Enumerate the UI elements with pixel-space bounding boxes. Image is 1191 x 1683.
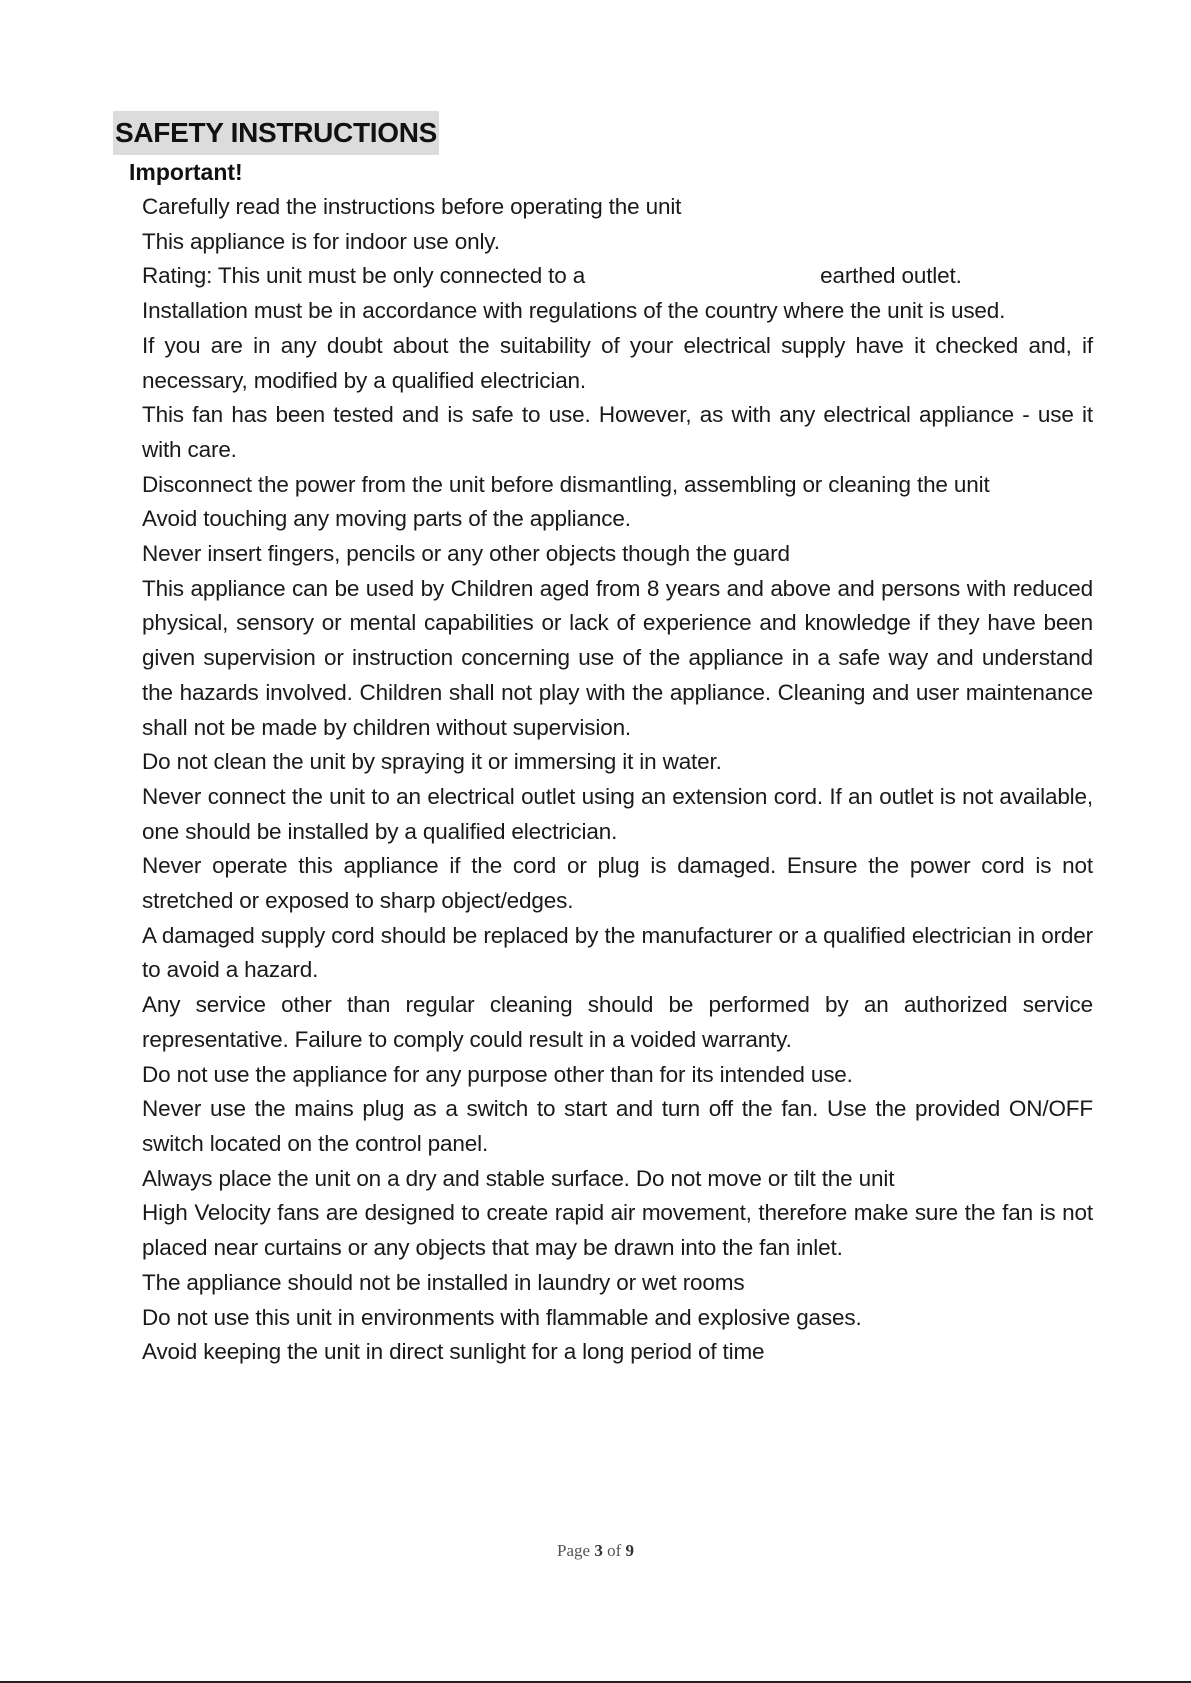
list-item: Disconnect the power from the unit before dismantling, assembling or cleaning the unit (142, 471, 990, 497)
list-item: Do not use this unit in environments with flammable and explosive gases. (142, 1304, 862, 1330)
list-item: Never use the mains plug as a switch to start and turn off the fan. Use the provided ON/OFF switch located on the control panel. (142, 1096, 1093, 1156)
list-item: Any service other than regular cleaning should be performed by an authorized service representative. Failure to comply could result in a voided warranty. (142, 992, 1093, 1052)
important-label: Important! (129, 159, 243, 185)
list-item: Installation must be in accordance with regulations of the country where the unit is used. (142, 298, 1006, 324)
list-item: If you are in any doubt about the suitability of your electrical supply have it checked and, if necessary, modified by a qualified electrician. (142, 332, 1093, 393)
list-item: Do not use the appliance for any purpose other than for its intended use. (142, 1061, 853, 1087)
list-item: Never connect the unit to an electrical outlet using an extension cord. If an outlet is not available, one should be installed by a qualified electrician. (142, 783, 1093, 844)
list-item: Avoid keeping the unit in direct sunlight for a long period of time (142, 1339, 765, 1365)
list-item: Never operate this appliance if the cord or plug is damaged. Ensure the power cord is not stretched or exposed to sharp object/edges. (142, 853, 1093, 914)
list-item: Avoid touching any moving parts of the appliance. (142, 506, 631, 532)
list-item: High Velocity fans are designed to create rapid air movement, therefore make sure the fan is not placed near curtains or any objects that may be drawn into the fan inlet. (142, 1200, 1093, 1261)
list-item: Do not clean the unit by spraying it or immersing it in water. (142, 749, 722, 775)
rating-text-before: Rating: This unit must be only connected to a (142, 263, 586, 289)
list-item-rating (142, 259, 1093, 294)
page-number-footer (0, 1541, 1191, 1561)
list-item: This fan has been tested and is safe to use. However, as with any electrical appliance - use it with care. (142, 402, 1093, 462)
total-pages-number: 9 (625, 1541, 634, 1560)
list-item: This appliance can be used by Children aged from 8 years and above and persons with reduced physical, sensory or mental capabilities or lack of experience and knowledge if they have been given supervision or instruction concerning use of the appliance in a safe way and understand the hazards involved. Children shall not play with the appliance. Cleaning and user maintenance shall not be made by children without supervision. (142, 575, 1093, 740)
list-item: Never insert fingers, pencils or any other objects though the guard (142, 541, 790, 567)
list-item: This appliance is for indoor use only. (142, 228, 500, 254)
page-label: Page (557, 1541, 591, 1560)
current-page-number: 3 (594, 1541, 603, 1560)
list-item: Carefully read the instructions before operating the unit (142, 194, 682, 219)
list-item: The appliance should not be installed in laundry or wet rooms (142, 1269, 745, 1295)
list-item: Always place the unit on a dry and stable surface. Do not move or tilt the unit (142, 1165, 895, 1191)
page-title: SAFETY INSTRUCTIONS (113, 111, 439, 155)
safety-instructions-list (113, 190, 1093, 1370)
page-content (113, 111, 1093, 1370)
of-label: of (607, 1541, 622, 1560)
list-item: A damaged supply cord should be replaced by the manufacturer or a qualified electrician in order to avoid a hazard. (142, 922, 1093, 983)
rating-text-after: earthed outlet. (820, 263, 962, 289)
